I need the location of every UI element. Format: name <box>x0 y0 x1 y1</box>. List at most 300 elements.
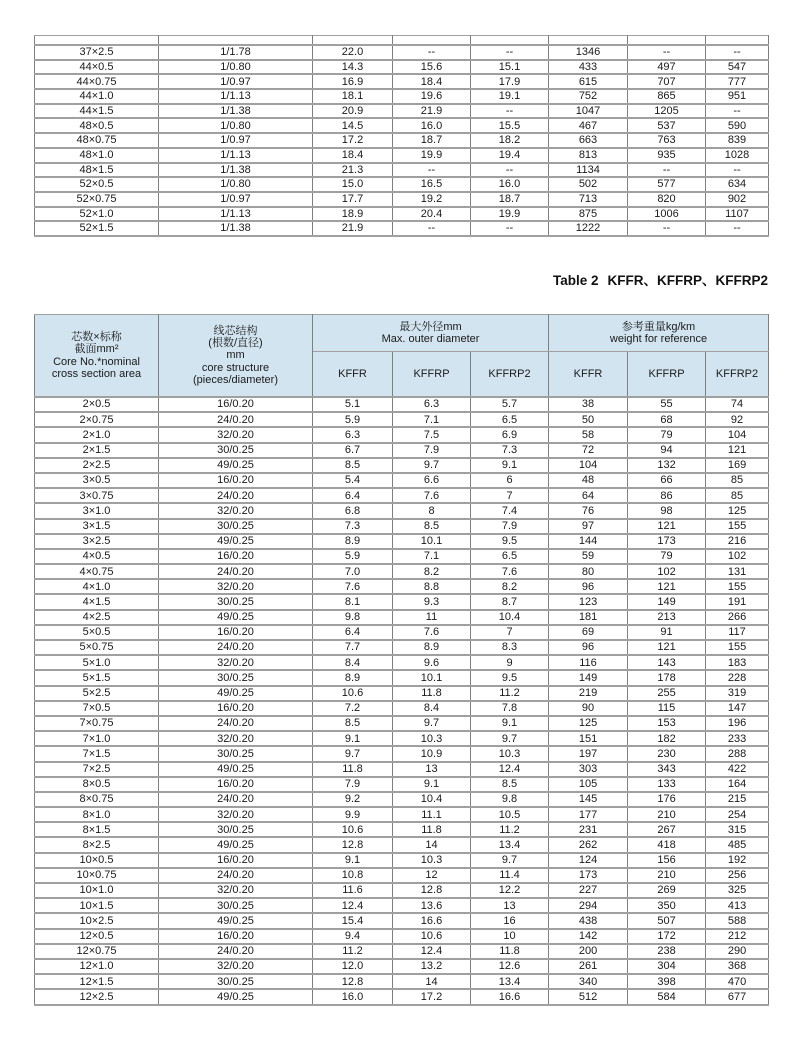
table-cell: 38 <box>549 397 628 412</box>
table-cell: 124 <box>549 853 628 868</box>
table-row <box>35 670 769 685</box>
table2-body <box>35 397 769 1005</box>
table-cell: 90 <box>549 701 628 716</box>
table-cell: 80 <box>549 564 628 579</box>
table-cell: 255 <box>628 686 706 701</box>
table-cell: 303 <box>549 762 628 777</box>
table-cell: 11.6 <box>313 883 393 898</box>
table-cell: 21.9 <box>393 104 471 119</box>
table-cell: 16.0 <box>471 177 549 192</box>
table-cell: 7.6 <box>471 564 549 579</box>
table-cell: 145 <box>549 792 628 807</box>
table-cell: 1/1.13 <box>159 89 313 104</box>
table-cell: 116 <box>549 655 628 670</box>
table-cell: 52×0.75 <box>35 192 159 207</box>
empty-cell <box>393 36 471 46</box>
table-cell: 49/0.25 <box>159 458 313 473</box>
table-cell: 117 <box>706 625 769 640</box>
table-row <box>35 701 769 716</box>
table-cell: 44×1.5 <box>35 104 159 119</box>
table-cell: 9.1 <box>471 716 549 731</box>
table-cell: 15.1 <box>471 60 549 75</box>
table-cell: 49/0.25 <box>159 686 313 701</box>
table-row <box>35 133 769 148</box>
table-cell: 24/0.20 <box>159 488 313 503</box>
table-cell: 49/0.25 <box>159 837 313 852</box>
table-cell: 10.5 <box>471 807 549 822</box>
table-cell: 44×0.75 <box>35 74 159 89</box>
table-cell: 164 <box>706 777 769 792</box>
table-cell: 22.0 <box>313 45 393 60</box>
table-cell: 7.3 <box>313 519 393 534</box>
table-cell: 16/0.20 <box>159 397 313 412</box>
table-cell: 9.1 <box>471 458 549 473</box>
table2-title-models: KFFR、KFFRP、KFFRP2 <box>607 273 768 288</box>
table-cell: 9.3 <box>393 594 471 609</box>
table-cell: 20.9 <box>313 104 393 119</box>
table-row <box>35 807 769 822</box>
table-cell: 96 <box>549 640 628 655</box>
table-cell: 10.6 <box>313 686 393 701</box>
table-cell: 7.9 <box>393 443 471 458</box>
table-cell: 24/0.20 <box>159 412 313 427</box>
table-cell: 2×0.5 <box>35 397 159 412</box>
table-row <box>35 822 769 837</box>
table-cell: 865 <box>628 89 706 104</box>
table-cell: 588 <box>706 913 769 928</box>
table-row <box>35 731 769 746</box>
table-cell: 44×0.5 <box>35 60 159 75</box>
table-cell: 12×1.0 <box>35 959 159 974</box>
table-cell: 94 <box>628 443 706 458</box>
table-cell: 121 <box>628 579 706 594</box>
table-row <box>35 762 769 777</box>
table-cell: 1/1.38 <box>159 163 313 178</box>
table-cell: -- <box>393 163 471 178</box>
table-cell: 121 <box>628 640 706 655</box>
table-cell: 123 <box>549 594 628 609</box>
table-cell: 5×1.5 <box>35 670 159 685</box>
table-cell: 59 <box>549 549 628 564</box>
table-cell: 1346 <box>549 45 628 60</box>
table-cell: 86 <box>628 488 706 503</box>
table-cell: 16/0.20 <box>159 473 313 488</box>
table-cell: 115 <box>628 701 706 716</box>
table-cell: 470 <box>706 974 769 989</box>
table-cell: 32/0.20 <box>159 731 313 746</box>
table-row <box>35 564 769 579</box>
table-cell: 10×2.5 <box>35 913 159 928</box>
table-cell: 104 <box>549 458 628 473</box>
table-row <box>35 221 769 236</box>
table-cell: 5.9 <box>313 549 393 564</box>
table-cell: 3×1.0 <box>35 503 159 518</box>
table-cell: 713 <box>549 192 628 207</box>
table-cell: 9.2 <box>313 792 393 807</box>
table-row <box>35 148 769 163</box>
table-cell: 7 <box>471 625 549 640</box>
table-cell: 12.8 <box>313 837 393 852</box>
table-cell: 18.9 <box>313 207 393 222</box>
table-cell: 24/0.20 <box>159 944 313 959</box>
table-cell: 16 <box>471 913 549 928</box>
table-cell: 3×0.5 <box>35 473 159 488</box>
table-cell: 267 <box>628 822 706 837</box>
empty-cell <box>313 36 393 46</box>
table-cell: 11.1 <box>393 807 471 822</box>
table-cell: 4×0.5 <box>35 549 159 564</box>
table-cell: 215 <box>706 792 769 807</box>
table-row <box>35 944 769 959</box>
table-cell: 7×0.75 <box>35 716 159 731</box>
table-cell: 92 <box>706 412 769 427</box>
table-cell: 485 <box>706 837 769 852</box>
table2-title-prefix: Table 2 <box>552 273 599 288</box>
table-cell: 9.9 <box>313 807 393 822</box>
table-cell: 6.4 <box>313 625 393 640</box>
table2-header-group-row <box>35 315 769 352</box>
table-cell: 24/0.20 <box>159 640 313 655</box>
table-cell: 16/0.20 <box>159 625 313 640</box>
table-cell: 156 <box>628 853 706 868</box>
table-cell: 935 <box>628 148 706 163</box>
table2-subheader-kffrp-od: KFFRP <box>393 352 471 398</box>
table-row <box>35 488 769 503</box>
table-cell: 55 <box>628 397 706 412</box>
table-cell: 398 <box>628 974 706 989</box>
table-cell: 9.7 <box>471 731 549 746</box>
table-cell: 52×1.0 <box>35 207 159 222</box>
table-row <box>35 549 769 564</box>
table-cell: -- <box>471 163 549 178</box>
table-row <box>35 898 769 913</box>
table-cell: 16.6 <box>393 913 471 928</box>
table-cell: 7.8 <box>471 701 549 716</box>
table-cell: 5.1 <box>313 397 393 412</box>
table-cell: 32/0.20 <box>159 883 313 898</box>
table-cell: -- <box>706 163 769 178</box>
table-cell: 12.8 <box>313 974 393 989</box>
table-cell: 32/0.20 <box>159 427 313 442</box>
empty-cell <box>471 36 549 46</box>
table-cell: 7 <box>471 488 549 503</box>
table-cell: 14 <box>393 974 471 989</box>
table-cell: 813 <box>549 148 628 163</box>
table-cell: 5×0.75 <box>35 640 159 655</box>
table-cell: 210 <box>628 868 706 883</box>
table-cell: 422 <box>706 762 769 777</box>
table-cell: 8.4 <box>393 701 471 716</box>
table-row <box>35 192 769 207</box>
table-cell: 820 <box>628 192 706 207</box>
table-cell: 8.1 <box>313 594 393 609</box>
table-cell: 433 <box>549 60 628 75</box>
table-cell: 48×0.5 <box>35 118 159 133</box>
table-cell: 8.7 <box>471 594 549 609</box>
table-cell: 16.9 <box>313 74 393 89</box>
table-cell: 418 <box>628 837 706 852</box>
table-cell: 169 <box>706 458 769 473</box>
table-cell: 2×1.0 <box>35 427 159 442</box>
table-cell: 10.6 <box>393 929 471 944</box>
table-cell: 66 <box>628 473 706 488</box>
table-cell: 149 <box>549 670 628 685</box>
table-cell: 1/1.38 <box>159 221 313 236</box>
table-cell: 262 <box>549 837 628 852</box>
table-cell: 8.4 <box>313 655 393 670</box>
table-cell: 15.6 <box>393 60 471 75</box>
table-cell: 32/0.20 <box>159 579 313 594</box>
table-cell: 368 <box>706 959 769 974</box>
table-cell: 19.4 <box>471 148 549 163</box>
table-cell: 9.7 <box>393 716 471 731</box>
table-cell: 121 <box>628 519 706 534</box>
table-cell: 12×0.75 <box>35 944 159 959</box>
table-cell: 7.0 <box>313 564 393 579</box>
table-row <box>35 883 769 898</box>
table1-continuation <box>34 35 769 237</box>
table-cell: 8.2 <box>393 564 471 579</box>
table-cell: 17.2 <box>313 133 393 148</box>
table-cell: 52×0.5 <box>35 177 159 192</box>
table-cell: 142 <box>549 929 628 944</box>
table-cell: 30/0.25 <box>159 670 313 685</box>
table-cell: 10.4 <box>393 792 471 807</box>
table-cell: -- <box>471 45 549 60</box>
table-cell: 9.7 <box>393 458 471 473</box>
table-cell: 69 <box>549 625 628 640</box>
table-cell: 14.5 <box>313 118 393 133</box>
table-cell: 8×2.5 <box>35 837 159 852</box>
table-cell: 5.9 <box>313 412 393 427</box>
table-cell: 1205 <box>628 104 706 119</box>
table-cell: 181 <box>549 610 628 625</box>
table-cell: 79 <box>628 549 706 564</box>
table-cell: 9.1 <box>313 853 393 868</box>
table-cell: 1047 <box>549 104 628 119</box>
table-cell: 52×1.5 <box>35 221 159 236</box>
table-cell: 48 <box>549 473 628 488</box>
table-cell: 48×1.0 <box>35 148 159 163</box>
table-cell: 212 <box>706 929 769 944</box>
table-cell: 4×2.5 <box>35 610 159 625</box>
table-cell: 9 <box>471 655 549 670</box>
table-cell: 13 <box>393 762 471 777</box>
table-cell: 32/0.20 <box>159 655 313 670</box>
table-cell: 8.5 <box>471 777 549 792</box>
table-cell: 104 <box>706 427 769 442</box>
table-cell: 10 <box>471 929 549 944</box>
table2-subheader-kffrp2-od: KFFRP2 <box>471 352 549 398</box>
table-cell: 105 <box>549 777 628 792</box>
table-cell: 707 <box>628 74 706 89</box>
table-cell: 172 <box>628 929 706 944</box>
table-cell: 763 <box>628 133 706 148</box>
table-row <box>35 443 769 458</box>
table-cell: 11.2 <box>471 686 549 701</box>
table-cell: 19.9 <box>471 207 549 222</box>
table-cell: 177 <box>549 807 628 822</box>
table-cell: -- <box>706 104 769 119</box>
table-row <box>35 207 769 222</box>
table-cell: 13.4 <box>471 837 549 852</box>
table-row <box>35 427 769 442</box>
table-cell: 17.9 <box>471 74 549 89</box>
table-cell: 143 <box>628 655 706 670</box>
table-row <box>35 89 769 104</box>
table-cell: 131 <box>706 564 769 579</box>
table-cell: 32/0.20 <box>159 503 313 518</box>
table-cell: 512 <box>549 989 628 1004</box>
table2-header <box>35 315 769 398</box>
table-cell: 30/0.25 <box>159 822 313 837</box>
table-cell: 238 <box>628 944 706 959</box>
table-cell: 24/0.20 <box>159 716 313 731</box>
table-row <box>35 60 769 75</box>
table-cell: 197 <box>549 746 628 761</box>
table2-title <box>553 269 768 289</box>
table-row <box>35 397 769 412</box>
table2-subheader-kffr-wt: KFFR <box>549 352 628 398</box>
table-cell: 9.8 <box>471 792 549 807</box>
table-cell: 49/0.25 <box>159 913 313 928</box>
table-cell: 319 <box>706 686 769 701</box>
table-cell: 8.8 <box>393 579 471 594</box>
table-cell: 12.0 <box>313 959 393 974</box>
table-cell: -- <box>393 221 471 236</box>
empty-cell <box>549 36 628 46</box>
table-row <box>35 473 769 488</box>
table-cell: 233 <box>706 731 769 746</box>
table-cell: 16/0.20 <box>159 549 313 564</box>
table-cell: 15.5 <box>471 118 549 133</box>
table-cell: 19.9 <box>393 148 471 163</box>
table-cell: 7.2 <box>313 701 393 716</box>
table-cell: 266 <box>706 610 769 625</box>
table-cell: 14.3 <box>313 60 393 75</box>
table-cell: 547 <box>706 60 769 75</box>
table-row <box>35 989 769 1004</box>
table-cell: 13.4 <box>471 974 549 989</box>
table-cell: 10.3 <box>393 731 471 746</box>
table-cell: 9.4 <box>313 929 393 944</box>
table-cell: 21.3 <box>313 163 393 178</box>
table-cell: 85 <box>706 473 769 488</box>
table-cell: 19.1 <box>471 89 549 104</box>
table-cell: 6.3 <box>393 397 471 412</box>
table-cell: 155 <box>706 519 769 534</box>
table-cell: 340 <box>549 974 628 989</box>
table-cell: 76 <box>549 503 628 518</box>
table-cell: 261 <box>549 959 628 974</box>
table1-body <box>35 36 769 236</box>
table-cell: 9.5 <box>471 534 549 549</box>
table-cell: -- <box>706 45 769 60</box>
table-cell: 10.9 <box>393 746 471 761</box>
table-cell: 584 <box>628 989 706 1004</box>
table-row <box>35 959 769 974</box>
table-cell: 98 <box>628 503 706 518</box>
table-cell: 16/0.20 <box>159 777 313 792</box>
table-cell: -- <box>628 163 706 178</box>
table-cell: 32/0.20 <box>159 807 313 822</box>
table-cell: 269 <box>628 883 706 898</box>
table-cell: 1107 <box>706 207 769 222</box>
table-cell: 49/0.25 <box>159 762 313 777</box>
table-cell: 24/0.20 <box>159 564 313 579</box>
table-cell: 5×2.5 <box>35 686 159 701</box>
table-row <box>35 716 769 731</box>
table-cell: 6.3 <box>313 427 393 442</box>
table-cell: 677 <box>706 989 769 1004</box>
table-cell: 132 <box>628 458 706 473</box>
table-cell: 30/0.25 <box>159 898 313 913</box>
table-cell: 256 <box>706 868 769 883</box>
table-cell: 951 <box>706 89 769 104</box>
table-cell: 20.4 <box>393 207 471 222</box>
table-cell: 663 <box>549 133 628 148</box>
table-cell: 315 <box>706 822 769 837</box>
table-cell: 18.4 <box>313 148 393 163</box>
table-cell: 5×0.5 <box>35 625 159 640</box>
table-cell: 7×1.0 <box>35 731 159 746</box>
table-cell: 304 <box>628 959 706 974</box>
table-cell: 32/0.20 <box>159 959 313 974</box>
table-cell: 183 <box>706 655 769 670</box>
table-cell: 11.2 <box>471 822 549 837</box>
table-cell: 12.6 <box>471 959 549 974</box>
table-cell: 497 <box>628 60 706 75</box>
table-cell: 8.9 <box>393 640 471 655</box>
table-cell: 227 <box>549 883 628 898</box>
table-cell: 24/0.20 <box>159 792 313 807</box>
table-cell: 30/0.25 <box>159 974 313 989</box>
table-row <box>35 610 769 625</box>
table-cell: 7.6 <box>393 625 471 640</box>
table-cell: 10×1.0 <box>35 883 159 898</box>
table-cell: 1/0.97 <box>159 74 313 89</box>
table-row <box>35 868 769 883</box>
table-cell: 1028 <box>706 148 769 163</box>
table-cell: 10.1 <box>393 534 471 549</box>
table-cell: 44×1.0 <box>35 89 159 104</box>
table-cell: 48×0.75 <box>35 133 159 148</box>
table-cell: 155 <box>706 579 769 594</box>
table-cell: 752 <box>549 89 628 104</box>
table-cell: 350 <box>628 898 706 913</box>
table-cell: -- <box>393 45 471 60</box>
table-cell: 8.5 <box>393 519 471 534</box>
table-cell: 18.4 <box>393 74 471 89</box>
table-cell: 64 <box>549 488 628 503</box>
table-cell: 10.4 <box>471 610 549 625</box>
table-cell: 7.9 <box>313 777 393 792</box>
table-cell: 7.1 <box>393 549 471 564</box>
table-cell: 7.5 <box>393 427 471 442</box>
table-cell: 30/0.25 <box>159 519 313 534</box>
table-row <box>35 74 769 89</box>
table-cell: 290 <box>706 944 769 959</box>
table-cell: 615 <box>549 74 628 89</box>
table-row <box>35 519 769 534</box>
table2 <box>34 314 769 1006</box>
table-cell: 6.4 <box>313 488 393 503</box>
table-cell: 11.2 <box>313 944 393 959</box>
table-cell: 15.0 <box>313 177 393 192</box>
table-cell: 210 <box>628 807 706 822</box>
table-cell: 182 <box>628 731 706 746</box>
table-cell: 30/0.25 <box>159 594 313 609</box>
